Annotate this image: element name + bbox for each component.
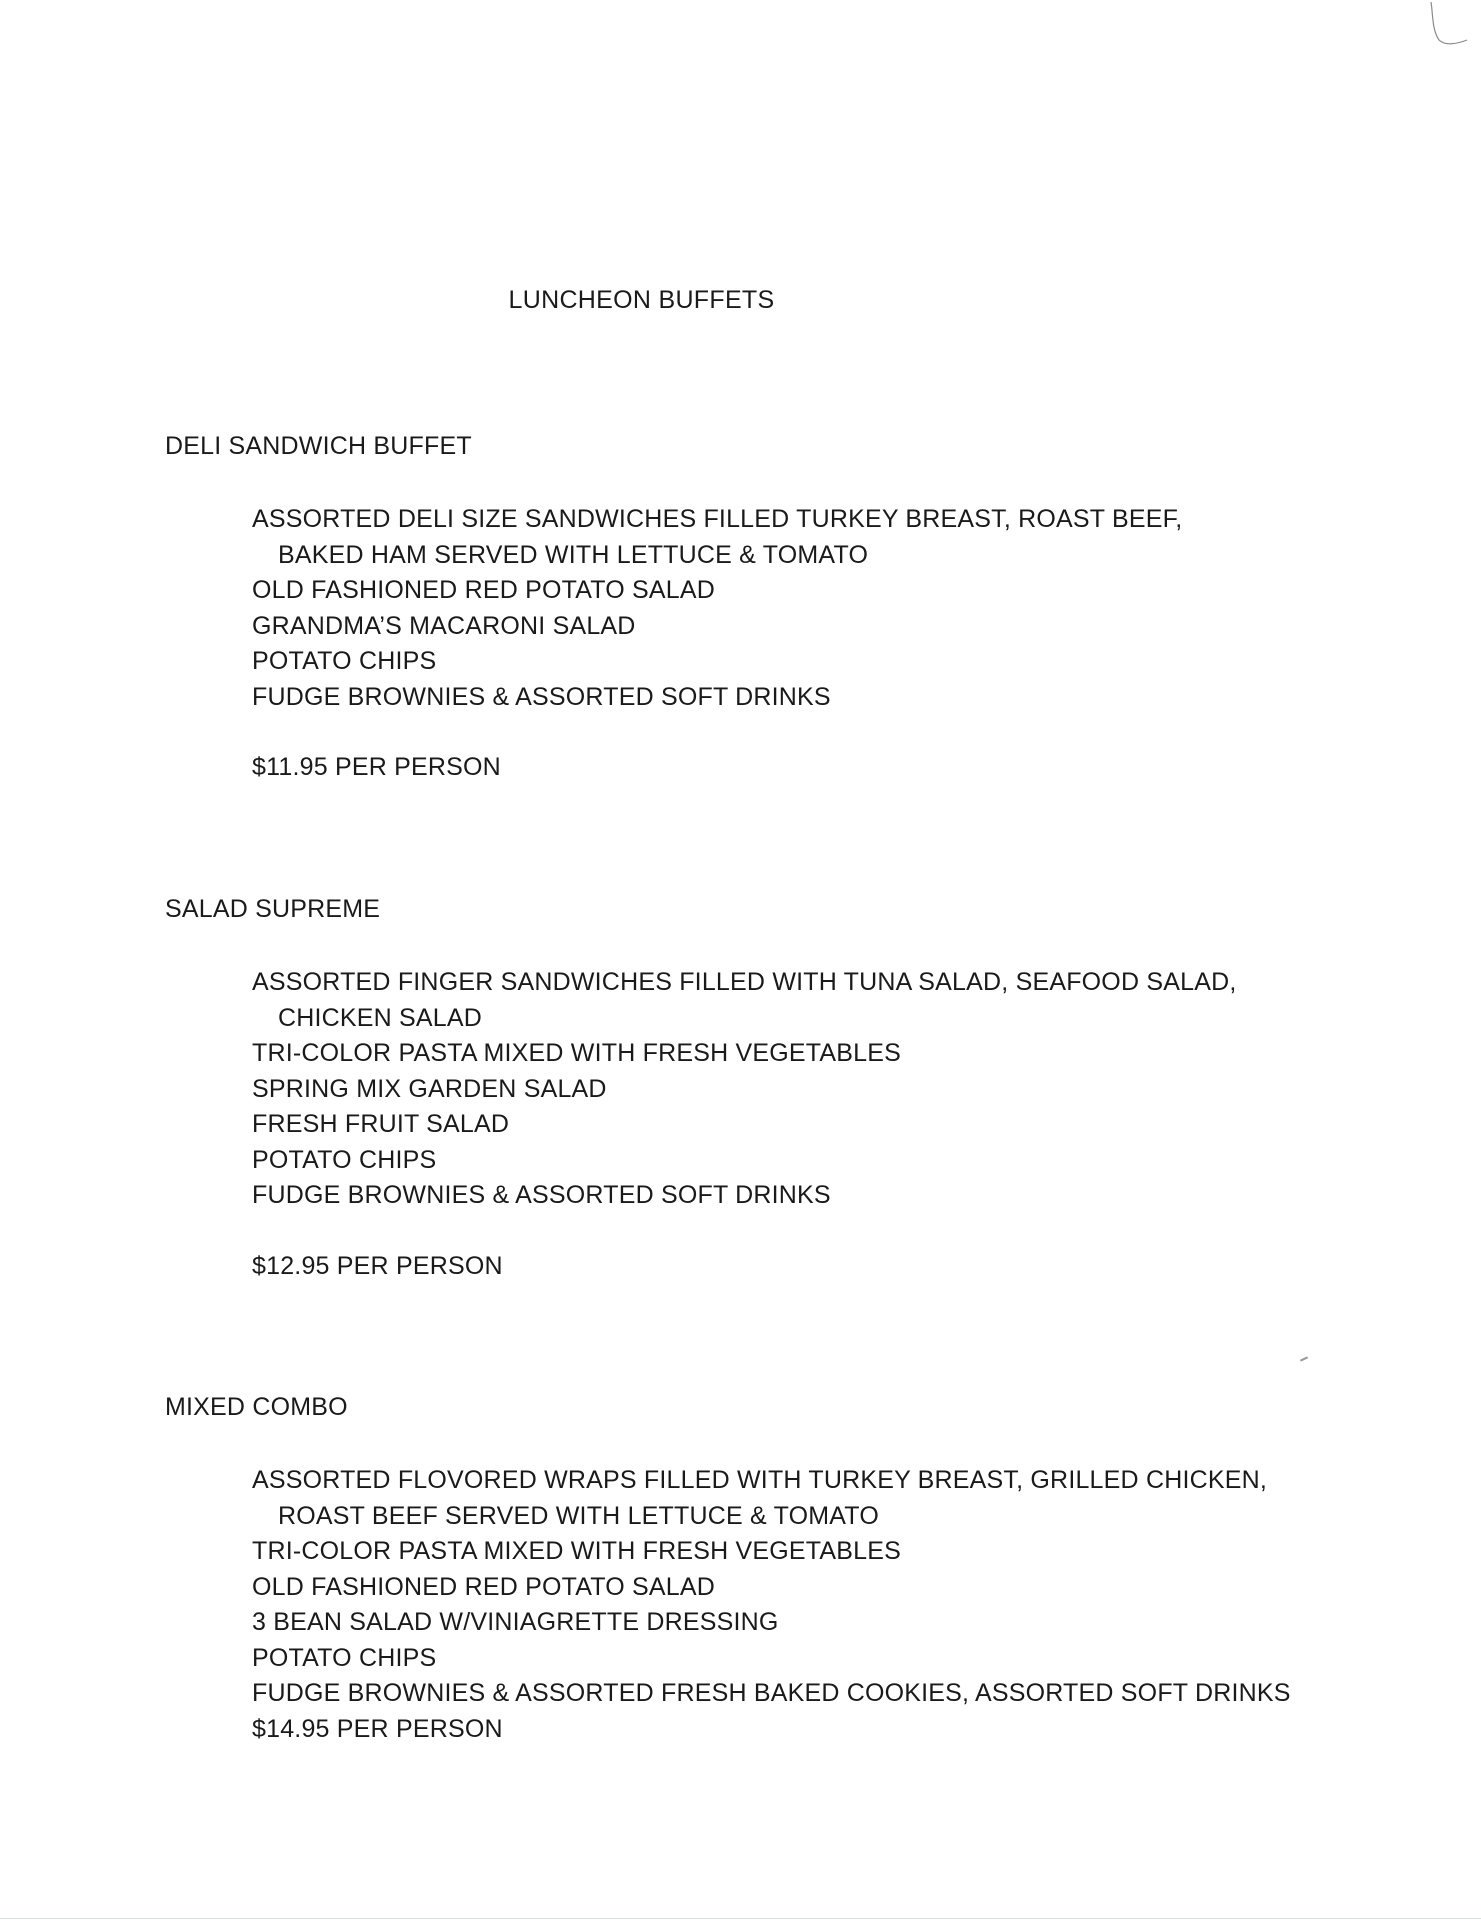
menu-item: OLD FASHIONED RED POTATO SALAD: [252, 1572, 716, 1601]
menu-item: FUDGE BROWNIES & ASSORTED FRESH BAKED COOKIES, ASSORTED SOFT DRINKS: [252, 1679, 1291, 1707]
menu-item: GRANDMA’S MACARONI SALAD: [252, 611, 636, 640]
section-salad-supreme: [165, 891, 1365, 1284]
menu-item-continuation: CHICKEN SALAD: [278, 1003, 483, 1032]
menu-item: POTATO CHIPS: [252, 1145, 437, 1174]
price-per-person: $11.95 PER PERSON: [252, 753, 501, 781]
menu-item-list: [252, 1463, 1365, 1712]
menu-item: SPRING MIX GARDEN SALAD: [252, 1074, 607, 1103]
menu-item-list: [252, 965, 1365, 1214]
menu-item: [252, 1463, 1365, 1534]
price-per-person: $12.95 PER PERSON: [252, 1251, 503, 1280]
scan-speck: [1300, 1356, 1308, 1361]
section-heading: MIXED COMBO: [165, 1393, 348, 1421]
menu-item: FUDGE BROWNIES & ASSORTED SOFT DRINKS: [252, 1181, 831, 1209]
section-heading: SALAD SUPREME: [165, 895, 381, 923]
menu-item: [252, 965, 1365, 1036]
menu-item-continuation: BAKED HAM SERVED WITH LETTUCE & TOMATO: [278, 540, 869, 569]
price-per-person: $14.95 PER PERSON: [252, 1714, 503, 1743]
section-mixed-combo: [165, 1389, 1365, 1747]
menu-item: [252, 502, 1365, 573]
menu-item-text: ASSORTED FINGER SANDWICHES FILLED WITH TUNA SALAD, SEAFOOD SALAD,: [252, 968, 1237, 996]
menu-item: POTATO CHIPS: [252, 647, 437, 675]
menu-item: TRI-COLOR PASTA MIXED WITH FRESH VEGETABLES: [252, 1039, 901, 1067]
menu-item-list: [252, 502, 1365, 715]
menu-item-text: ASSORTED DELI SIZE SANDWICHES FILLED TURKEY BREAST, ROAST BEEF,: [252, 505, 1183, 533]
menu-item-continuation: ROAST BEEF SERVED WITH LETTUCE & TOMATO: [278, 1501, 879, 1530]
menu-item: TRI-COLOR PASTA MIXED WITH FRESH VEGETABLES: [252, 1537, 901, 1565]
menu-item: FRESH FRUIT SALAD: [252, 1110, 510, 1138]
scan-corner-mark: [1429, 0, 1469, 48]
menu-item-text: ASSORTED FLOVORED WRAPS FILLED WITH TURKEY BREAST, GRILLED CHICKEN,: [252, 1466, 1267, 1494]
menu-item: FUDGE BROWNIES & ASSORTED SOFT DRINKS: [252, 682, 831, 711]
menu-item: POTATO CHIPS: [252, 1643, 437, 1672]
section-heading: DELI SANDWICH BUFFET: [165, 432, 472, 460]
menu-item: 3 BEAN SALAD W/VINIAGRETTE DRESSING: [252, 1608, 779, 1636]
scan-bottom-edge: [0, 1918, 1481, 1919]
section-deli-sandwich-buffet: [165, 428, 1365, 786]
menu-item: OLD FASHIONED RED POTATO SALAD: [252, 576, 716, 604]
page-title: LUNCHEON BUFFETS: [508, 286, 775, 314]
